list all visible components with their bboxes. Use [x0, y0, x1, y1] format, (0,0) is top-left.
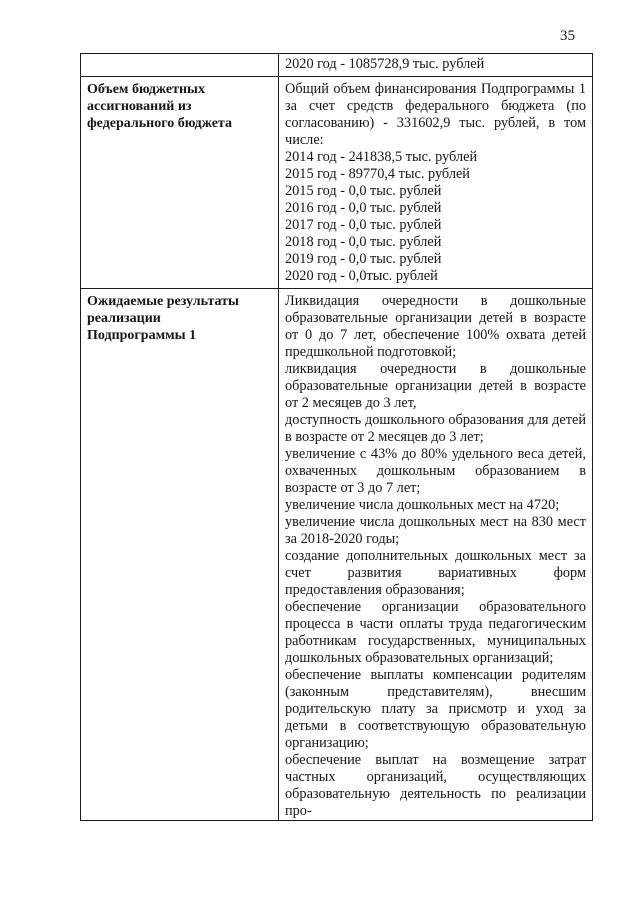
row-label-line: ассигнований из	[87, 99, 192, 114]
row-label-line: реализации	[87, 311, 161, 326]
budget-year-line: 2019 год - 0,0 тыс. рублей	[285, 251, 442, 267]
result-paragraph: обеспечение выплат на возмещение затрат частных организаций, осуществляющих образовательную деятельность по реализации про-	[285, 752, 586, 819]
page-number: 35	[560, 28, 575, 44]
label-cell-empty	[81, 54, 279, 77]
result-paragraph: Ликвидация очередности в дошкольные образовательные организации детей в возрасте от 0 до 7 лет, обеспечение 100% охвата детей предшкольной подготовкой;	[285, 293, 586, 360]
budget-year-line: 2017 год - 0,0 тыс. рублей	[285, 217, 442, 233]
budget-year-line: 2014 год - 241838,5 тыс. рублей	[285, 149, 478, 165]
row-label-line: федерального бюджета	[87, 116, 232, 131]
result-paragraph: доступность дошкольного образования для детей в возрасте от 2 месяцев до 3 лет;	[285, 412, 586, 445]
table-row-expected-results	[81, 289, 593, 821]
content-cell-expected-results	[279, 289, 593, 821]
result-paragraph: обеспечение выплаты компенсации родителям (законным представителям), внесшим родительскую плату за присмотр и уход за детьми в соответствующую образовательную организацию;	[285, 667, 586, 751]
result-paragraph: увеличение числа дошкольных мест на 4720;	[285, 497, 560, 513]
label-cell-expected-results	[81, 289, 279, 821]
result-paragraph: увеличение с 43% до 80% удельного веса детей, охваченных дошкольным образованием в возрасте от 3 до 7 лет;	[285, 446, 586, 496]
result-paragraph: ликвидация очередности в дошкольные образовательные организации детей в возрасте от 2 месяцев до 3 лет,	[285, 361, 586, 411]
table-row-federal-budget	[81, 77, 593, 289]
content-cell-funding-tail	[279, 54, 593, 77]
row-label-line: Подпрограммы 1	[87, 328, 197, 343]
budget-year-line: 2015 год - 89770,4 тыс. рублей	[285, 166, 470, 182]
row-label-line: Объем бюджетных	[87, 82, 205, 97]
budget-intro-text: Общий объем финансирования Подпрограммы 1 за счет средств федерального бюджета (по согласованию) - 331602,9 тыс. рублей, в том числе:	[285, 81, 586, 148]
label-cell-federal-budget	[81, 77, 279, 289]
budget-year-line: 2015 год - 0,0 тыс. рублей	[285, 183, 442, 199]
result-paragraph: обеспечение организации образовательного процесса в части оплаты труда педагогическим работникам государственных, муниципальных дошкольных образовательных организаций;	[285, 599, 586, 666]
content-cell-federal-budget	[279, 77, 593, 289]
budget-year-line: 2018 год - 0,0 тыс. рублей	[285, 234, 442, 250]
result-paragraph: создание дополнительных дошкольных мест за счет развития вариативных форм предоставления образования;	[285, 548, 586, 598]
funding-line: 2020 год - 1085728,9 тыс. рублей	[285, 56, 485, 72]
budget-year-line: 2016 год - 0,0 тыс. рублей	[285, 200, 442, 216]
table-row-funding-tail	[81, 54, 593, 77]
result-paragraph: увеличение числа дошкольных мест на 830 мест за 2018-2020 годы;	[285, 514, 586, 547]
budget-year-line: 2020 год - 0,0тыс. рублей	[285, 268, 438, 284]
row-label-line: Ожидаемые результаты	[87, 294, 239, 309]
program-passport-table	[80, 53, 593, 821]
